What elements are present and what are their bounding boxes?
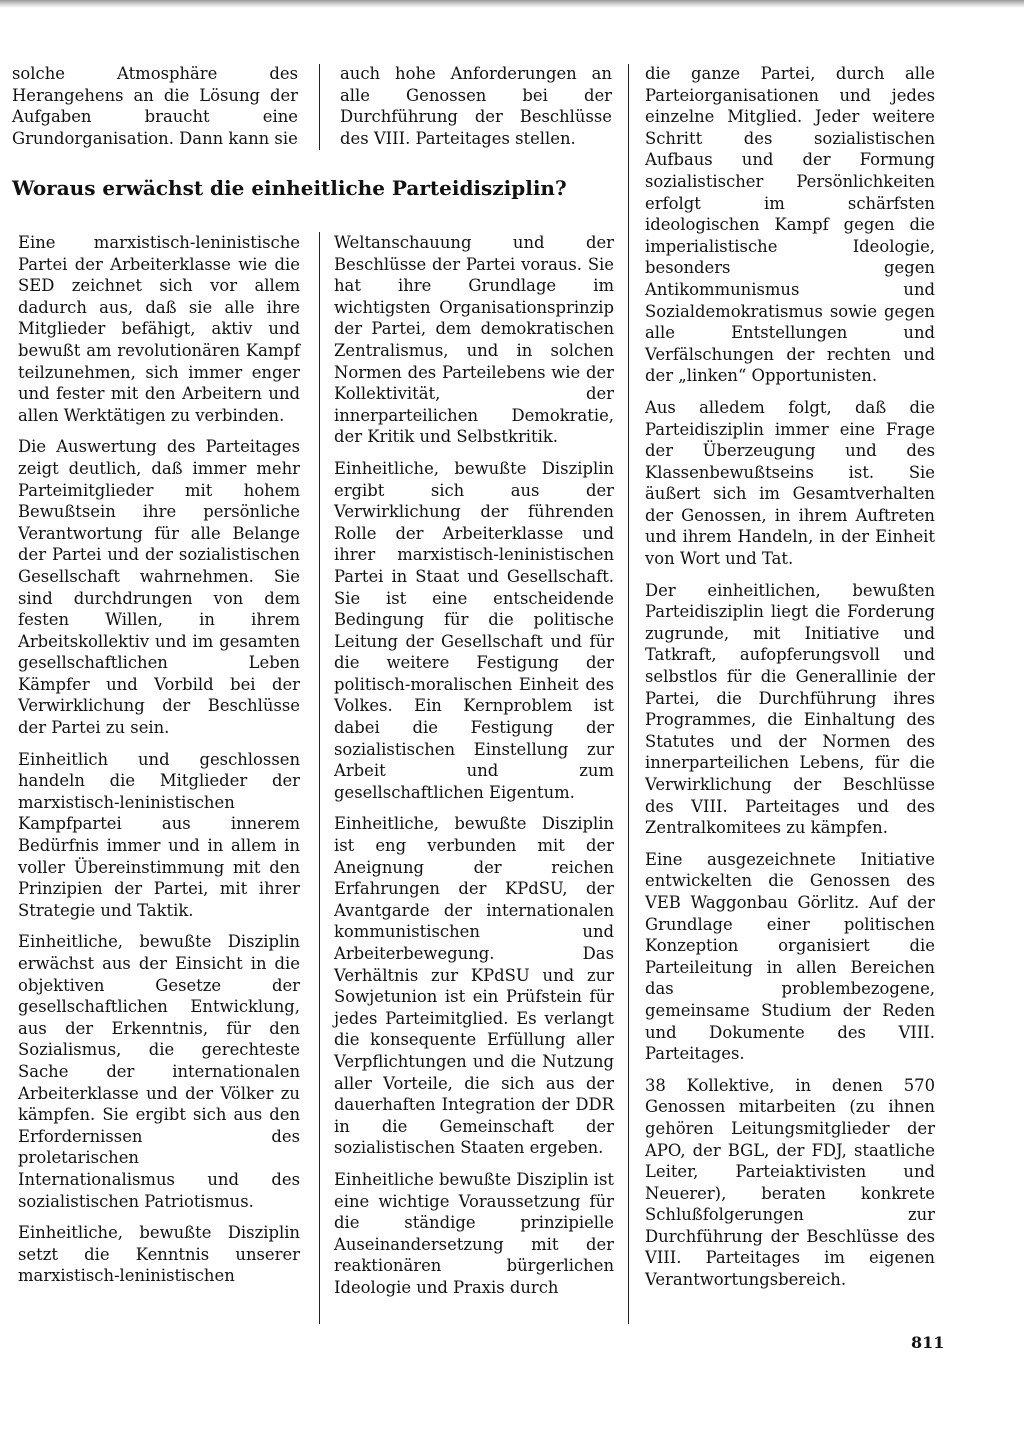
paragraph: Einheitliche bewußte Disziplin ist eine wichtige Voraussetzung für die ständige prinzipielle Auseinandersetzung mit der reaktionären bürgerlichen Ideologie und Praxis durch xyxy=(334,1169,614,1297)
top-column-2 xyxy=(340,63,612,149)
top-column-1 xyxy=(12,63,298,149)
paragraph: Der einheitlichen, bewußten Parteidisziplin liegt die Forderung zugrunde, mit Initiative und Tatkraft, aufopferungsvoll und selbstlos für die Generallinie der Partei, die Durchführung ihres Programmes, die Einhaltung des Statutes und der Normen des innerparteilichen Lebens, für die Verwirklichung der Beschlüsse des VIII. Parteitages und des Zentralkomitees zu kämpfen. xyxy=(645,580,935,838)
top-paragraph-2: auch hohe Anforderungen an alle Genossen bei der Durchführung der Beschlüsse des VIII. Parteitages stellen. xyxy=(340,64,612,148)
article-column-2 xyxy=(334,232,614,1299)
paragraph: Einheitliche, bewußte Disziplin ist eng verbunden mit der Aneignung der reichen Erfahrungen der KPdSU, der Avantgarde der internationalen kommunistischen und Arbeiterbewegung. Das Verhältnis zur KPdSU und zur Sowjetunion ist ein Prüfstein für jedes Parteimitglied. Es verlangt die konsequente Erfüllung aller Verpflichtungen und die Nutzung aller Vorteile, die sich aus der dauerhaften Integration der DDR in die Gemeinschaft der sozialistischen Staaten ergeben. xyxy=(334,814,614,1158)
paragraph: Weltanschauung und der Beschlüsse der Partei voraus. Sie hat ihre Grundlage im wichtigsten Organisationsprinzip der Partei, dem demokratischen Zentralismus, und in solchen Normen des Parteilebens wie der Kollektivität, der innerparteilichen Demokratie, der Kritik und Selbstkritik. xyxy=(334,233,614,447)
paragraph: Einheitliche, bewußte Disziplin erwächst aus der Einsicht in die objektiven Gesetze der gesellschaftlichen Entwicklung, aus der Erkenntnis, für den Sozialismus, die gerechteste Sache der internationalen Arbeiterklasse und der Völker zu kämpfen. Sie ergibt sich aus den Erfordernissen des proletarischen Internationalismus und des sozialistischen Patriotismus. xyxy=(18,932,300,1211)
paragraph: die ganze Partei, durch alle Parteiorganisationen und jedes einzelne Mitglied. Jeder weitere Schritt des sozialistischen Aufbaus und der Formung sozialistischer Persönlichkeiten erfolgt im schärfsten ideologischen Kampf gegen die imperialistische Ideologie, besonders gegen Antikommunismus und Sozialdemokratismus sowie gegen alle Entstellungen und Verfälschungen der rechten und der „linken“ Opportunisten. xyxy=(645,64,935,386)
paragraph: Einheitlich und geschlossen handeln die Mitglieder der marxistisch-leninistischen Kampfpartei aus innerem Bedürfnis immer und in allem in voller Übereinstimmung mit den Prinzipien der Partei, mit ihrer Strategie und Taktik. xyxy=(18,749,300,920)
paragraph: Eine ausgezeichnete Initiative entwickelten die Genossen des VEB Waggonbau Görlitz. Auf der Grundlage einer politischen Konzeption organisiert die Parteileitung in allen Bereichen das problembezogene, gemeinsame Studium der Reden und Dokumente des VIII. Parteitages. xyxy=(645,849,935,1064)
article-column-1 xyxy=(18,232,300,1287)
paragraph: 38 Kollektive, in denen 570 Genossen mitarbeiten (zu ihnen gehören Leitungsmitglieder der APO, der BGL, der FDJ, staatliche Leiter, Parteiaktivisten und Neuerer), beraten konkrete Schlußfolgerungen zur Durchführung der Beschlüsse des VIII. Parteitages im eigenen Verantwortungsbereich. xyxy=(645,1075,935,1290)
column-rule-1 xyxy=(319,232,320,1324)
paragraph: Die Auswertung des Parteitages zeigt deutlich, daß immer mehr Parteimitglieder mit hohem Bewußtsein ihre persönliche Verantwortung für alle Belange der Partei und der sozialistischen Gesellschaft wahrnehmen. Sie sind durchdrungen von dem festen Willen, in ihrem Arbeitskollektiv und im gesamten gesellschaftlichen Leben Kämpfer und Vorbild bei der Verwirklichung der Beschlüsse der Partei zu sein. xyxy=(18,437,300,738)
paragraph: Eine marxistisch-leninistische Partei der Arbeiterklasse wie die SED zeichnet sich vor allem dadurch aus, daß sie alle ihre Mitglieder befähigt, aktiv und bewußt am revolutionären Kampf teilzunehmen, sich immer enger und fester mit den Arbeitern und allen Werktätigen zu verbinden. xyxy=(18,233,300,425)
top-paragraph-1: solche Atmosphäre des Herangehens an die Lösung der Aufgaben braucht eine Grundorganisation. Dann kann sie xyxy=(12,64,298,148)
article-column-3 xyxy=(645,63,935,1291)
scan-edge xyxy=(0,0,1024,8)
top-column-rule xyxy=(319,64,320,150)
paragraph: Einheitliche, bewußte Disziplin ergibt sich aus der Verwirklichung der führenden Rolle der Arbeiterklasse und ihrer marxistisch-leninistischen Partei in Staat und Gesellschaft. Sie ist eine entscheidende Bedingung für die politische Leitung der Gesellschaft und für die weitere Festigung der politisch-moralischen Einheit des Volkes. Ein Kernproblem ist dabei die Festigung der sozialistischen Einstellung zur Arbeit und zum gesellschaftlichen Eigentum. xyxy=(334,458,614,802)
column-rule-2 xyxy=(628,64,629,1324)
paragraph: Einheitliche, bewußte Disziplin setzt die Kenntnis unserer marxistisch-leninistischen xyxy=(18,1223,300,1286)
page-number: 811 xyxy=(911,1333,945,1352)
article-heading: Woraus erwächst die einheitliche Parteidisziplin? xyxy=(12,176,567,200)
paragraph: Aus alledem folgt, daß die Parteidisziplin immer eine Frage der Überzeugung und des Klassenbewußtseins ist. Sie äußert sich im Gesamtverhalten der Genossen, in ihrem Auftreten und ihrem Handeln, in der Einheit von Wort und Tat. xyxy=(645,397,935,569)
